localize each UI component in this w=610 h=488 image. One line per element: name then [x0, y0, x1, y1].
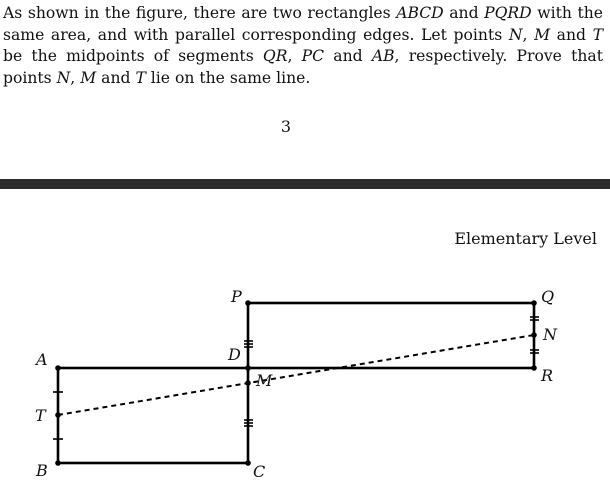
point-q [531, 300, 537, 306]
point-d [245, 365, 251, 371]
problem-text: be the midpoints of segments [3, 47, 263, 65]
problem-text: , respectively. Prove that points [3, 47, 603, 87]
problem-text: , [522, 25, 535, 44]
problem-text: , [70, 68, 81, 87]
problem-text: and [324, 47, 372, 65]
problem-text: , [287, 47, 302, 65]
point-m: M [80, 68, 97, 87]
label-m: M [256, 371, 273, 390]
rectangle-pqrd: PQRD [484, 4, 532, 22]
label-b: B [36, 461, 48, 480]
problem-text: with the same area, and with parallel corresponding edges. Let points [3, 4, 603, 44]
label-c: C [253, 462, 266, 481]
point-p [245, 300, 251, 306]
rectangle-abcd [58, 368, 248, 463]
label-p: P [231, 287, 242, 306]
point-c [245, 460, 251, 466]
point-a [55, 365, 61, 371]
problem-text: and [443, 4, 485, 22]
point-m [245, 380, 251, 386]
problem-text: As shown in the figure, there are two rectangles [3, 4, 397, 22]
point-b [55, 460, 61, 466]
label-r: R [541, 366, 554, 385]
segment-pc: PC [301, 47, 325, 65]
difficulty-level: Elementary Level [454, 229, 597, 248]
problem-text: and [96, 68, 136, 87]
point-n: N [56, 68, 71, 87]
point-n [531, 332, 537, 338]
problem-text: lie on the same line. [145, 68, 311, 87]
point-m: M [534, 25, 551, 44]
label-d: D [228, 345, 241, 364]
label-t: T [35, 406, 46, 425]
label-q: Q [541, 287, 555, 306]
rectangle-abcd: ABCD [396, 4, 444, 22]
point-n: N [508, 25, 523, 44]
segment-qr: QR [262, 47, 288, 65]
page-number: 3 [280, 117, 292, 136]
label-a: A [36, 350, 48, 369]
problem-text: and [550, 25, 593, 44]
point-t [55, 412, 61, 418]
point-t: T [592, 25, 603, 44]
point-t: T [135, 68, 146, 87]
point-r [531, 365, 537, 371]
line-tmn [58, 335, 534, 415]
label-n: N [543, 325, 557, 344]
segment-ab: AB [371, 47, 395, 65]
